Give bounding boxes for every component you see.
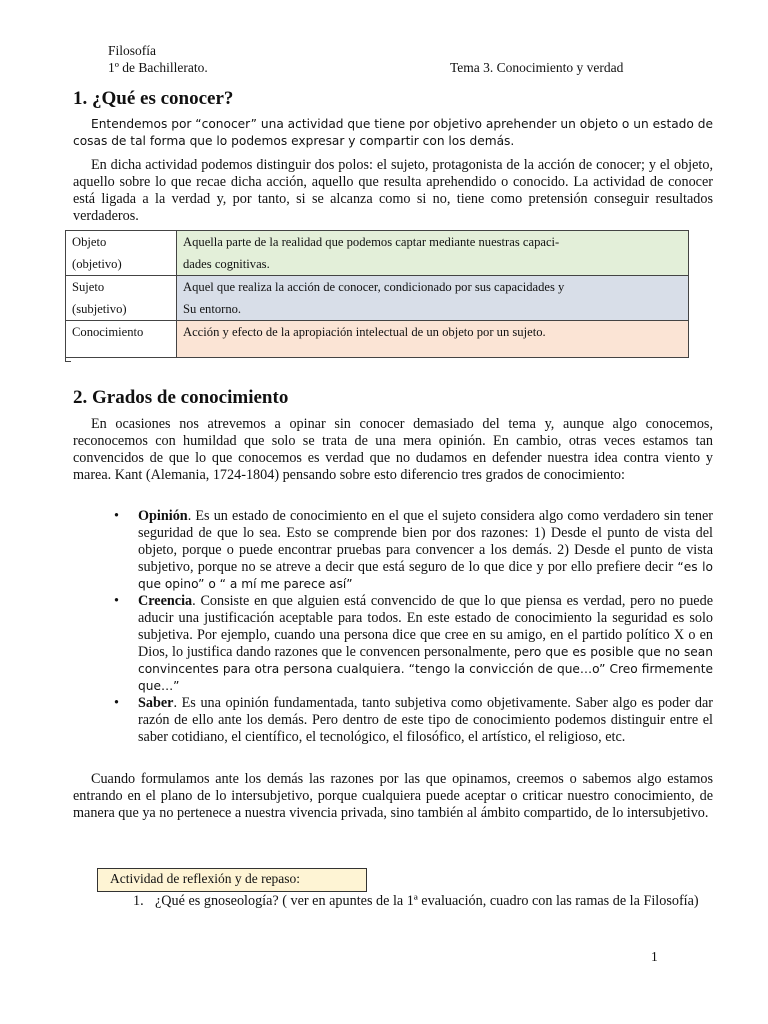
list-item (110, 695, 713, 746)
grade-term: Saber (138, 695, 174, 711)
table-corner-mark (65, 349, 71, 362)
term-cell (66, 276, 177, 321)
grade-text: . Consiste en que alguien está convencido de que lo que piensa es verdad, pero no puede aducir una justificación aceptable para todos. En este estado de conocimiento la seguridad es solo subjetiva. Por ejemplo, cuando una persona dice que cree en su amigo, en el partido político X o en Dios, lo justifica dando razones que le convencen personalmente, (138, 593, 713, 660)
grade-text: . Es un estado de conocimiento en el que el sujeto considera algo como verdadero sin tener seguridad de que lo sea. Esto se comprende bien por dos razones: 1) Desde el punto de vista del objeto, porque o puede encontrar pruebas para convencer a los demás. 2) Desde el punto de vista subjetivo, porque no se atreve a decir que está seguro de lo que dice y por ello prefiere decir (138, 508, 713, 575)
section-1-paragraph-2: En dicha actividad podemos distinguir dos polos: el sujeto, protagonista de la acción de conocer; y el objeto, aquello sobre lo que recae dicha acción, aquello que resulta aprehendido o conocido. La actividad de conocer está ligada a la verdad y, por tanto, si se alcanza como si no, tiene como pretensión conseguir resultados verdaderos. (73, 157, 713, 224)
definition-line: Acción y efecto de la apropiación intelectual de un objeto por un sujeto. (183, 325, 546, 339)
definitions-table (65, 230, 689, 358)
grade-text: . Es una opinión fundamentada, tanto subjetiva como objetivamente. Saber algo es poder dar razón de ello ante los demás. Pero dentro de este tipo de conocimiento podemos distinguir entre el saber cotidiano, el científico, el tecnológico, el filosófico, el artístico, el religioso, etc. (138, 695, 713, 745)
definition-cell (177, 231, 689, 276)
section-1-paragraph-1: Entendemos por “conocer” una actividad que tiene por objetivo aprehender un objeto o un estado de cosas de tal forma que lo podemos expresar y compartir con los demás. (73, 117, 713, 148)
definition-line: dades cognitivas. (183, 257, 270, 271)
list-item (110, 508, 713, 593)
section-2-closing: Cuando formulamos ante los demás las razones por las que opinamos, creemos o sabemos algo estamos entrando en el plano de lo intersubjetivo, porque cualquiera puede aceptar o criticar nuestro conocimiento, de manera que ya no pertenece a nuestra vivencia privada, sino también al ámbito compartido, de lo intersubjetivo. (73, 771, 713, 821)
page-number: 1 (651, 949, 658, 964)
section-1-title: 1. ¿Qué es conocer? (73, 88, 234, 109)
section-2-title: 2. Grados de conocimiento (73, 387, 289, 408)
definition-cell (177, 321, 689, 358)
item-number: 1. (133, 893, 144, 909)
header-topic: Tema 3. Conocimiento y verdad (450, 60, 624, 75)
bullet-icon: • (114, 508, 119, 524)
term-name: Conocimiento (72, 325, 144, 339)
section-2-intro: En ocasiones nos atrevemos a opinar sin conocer demasiado del tema y, aunque algo conocemos, reconocemos con humildad que solo se trata de una mera opinión. En cambio, otras veces estamos tan convencidos de que lo que conocemos es verdad que no dudamos en defender nuestra idea contra viento y marea. Kant (Alemania, 1724-1804) pensando sobre esto diferencio tres grados de conocimiento: (73, 416, 713, 483)
activity-box: Actividad de reflexión y de repaso: (97, 868, 367, 892)
definition-line: Aquella parte de la realidad que podemos captar mediante nuestras capaci- (183, 235, 560, 249)
term-qualifier: (objetivo) (72, 257, 122, 271)
list-item (110, 593, 713, 695)
definition-line: Aquel que realiza la acción de conocer, condicionado por sus capacidades y (183, 280, 565, 294)
term-qualifier: (subjetivo) (72, 302, 127, 316)
grade-term: Opinión (138, 508, 188, 524)
term-name: Objeto (72, 235, 107, 249)
grade-term: Creencia (138, 593, 193, 609)
definition-cell (177, 276, 689, 321)
term-cell (66, 231, 177, 276)
knowledge-grades-list (110, 508, 713, 746)
term-cell (66, 321, 177, 358)
grade-quote: “es lo que opino” o “ a mí me parece así” (138, 560, 713, 591)
header-subject: Filosofía (108, 43, 157, 58)
table-row (66, 321, 689, 358)
definition-line: Su entorno. (183, 302, 242, 316)
bullet-icon: • (114, 695, 119, 711)
table-row (66, 231, 689, 276)
bullet-icon: • (114, 593, 119, 609)
term-name: Sujeto (72, 280, 105, 294)
header-course: 1º de Bachillerato. (108, 60, 208, 75)
grade-quote: pero que es posible que no sean convincentes para otra persona cualquiera. “tengo la convicción de que…o” Creo firmemente que…” (138, 645, 713, 693)
activity-list (133, 893, 713, 910)
item-text: ¿Qué es gnoseología? ( ver en apuntes de la 1ª evaluación, cuadro con las ramas de la Filosofía) (155, 893, 699, 909)
table-row (66, 276, 689, 321)
list-item (133, 893, 713, 910)
